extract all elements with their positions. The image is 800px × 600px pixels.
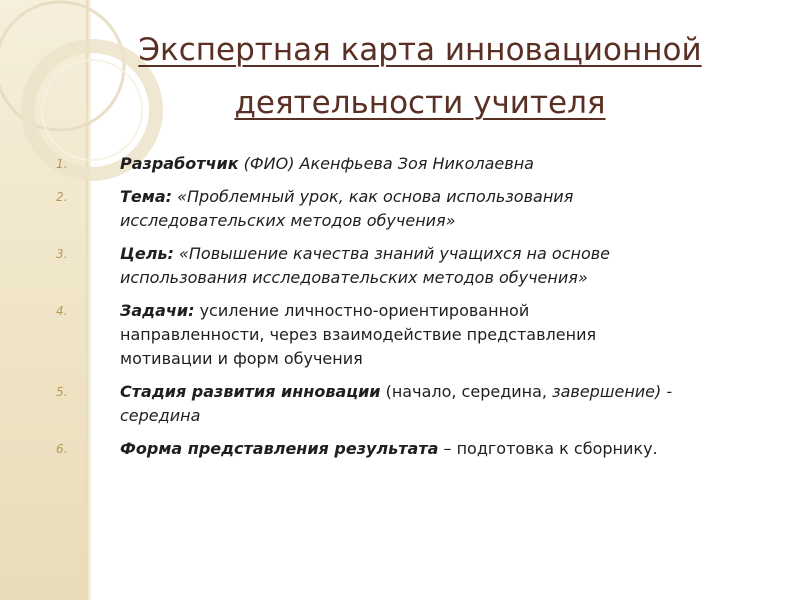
title-line-1: Экспертная карта инновационной	[138, 32, 702, 68]
item-number: 6.	[56, 442, 68, 456]
list-item-stage	[56, 380, 676, 428]
item-text: усиление личностно-ориентированной направленности, через взаимодействие представления мотивации и форм обучения	[120, 301, 597, 368]
list-item-topic	[56, 185, 676, 233]
item-label: Цель:	[120, 244, 174, 263]
list-item-tasks	[56, 299, 676, 371]
slide-title	[60, 24, 780, 130]
item-number: 5.	[56, 385, 68, 399]
item-label: Задачи:	[120, 301, 195, 320]
list-item-result-form	[56, 437, 676, 461]
list-item-developer	[56, 152, 676, 176]
item-number: 3.	[56, 247, 68, 261]
item-text: – подготовка к сборнику.	[438, 439, 658, 458]
item-label: Форма представления результата	[120, 439, 439, 458]
info-list	[56, 152, 676, 461]
item-number: 4.	[56, 304, 68, 318]
item-text: «Проблемный урок, как основа использования исследовательских методов обучения»	[120, 187, 574, 230]
item-label: Разработчик	[120, 154, 239, 173]
item-text: «Повышение качества знаний учащихся на основе использования исследовательских методов обучения»	[120, 244, 611, 287]
list-item-goal	[56, 242, 676, 290]
item-text-part-2: завершение) - середина	[120, 382, 673, 425]
item-text-part-1: (начало, середина,	[380, 382, 553, 401]
item-label: Стадия развития инновации	[120, 382, 381, 401]
item-label: Тема:	[120, 187, 173, 206]
item-number: 2.	[56, 190, 68, 204]
title-line-2: деятельности учителя	[234, 85, 606, 121]
item-number: 1.	[56, 157, 68, 171]
item-text: (ФИО) Акенфьева Зоя Николаевна	[238, 154, 534, 173]
